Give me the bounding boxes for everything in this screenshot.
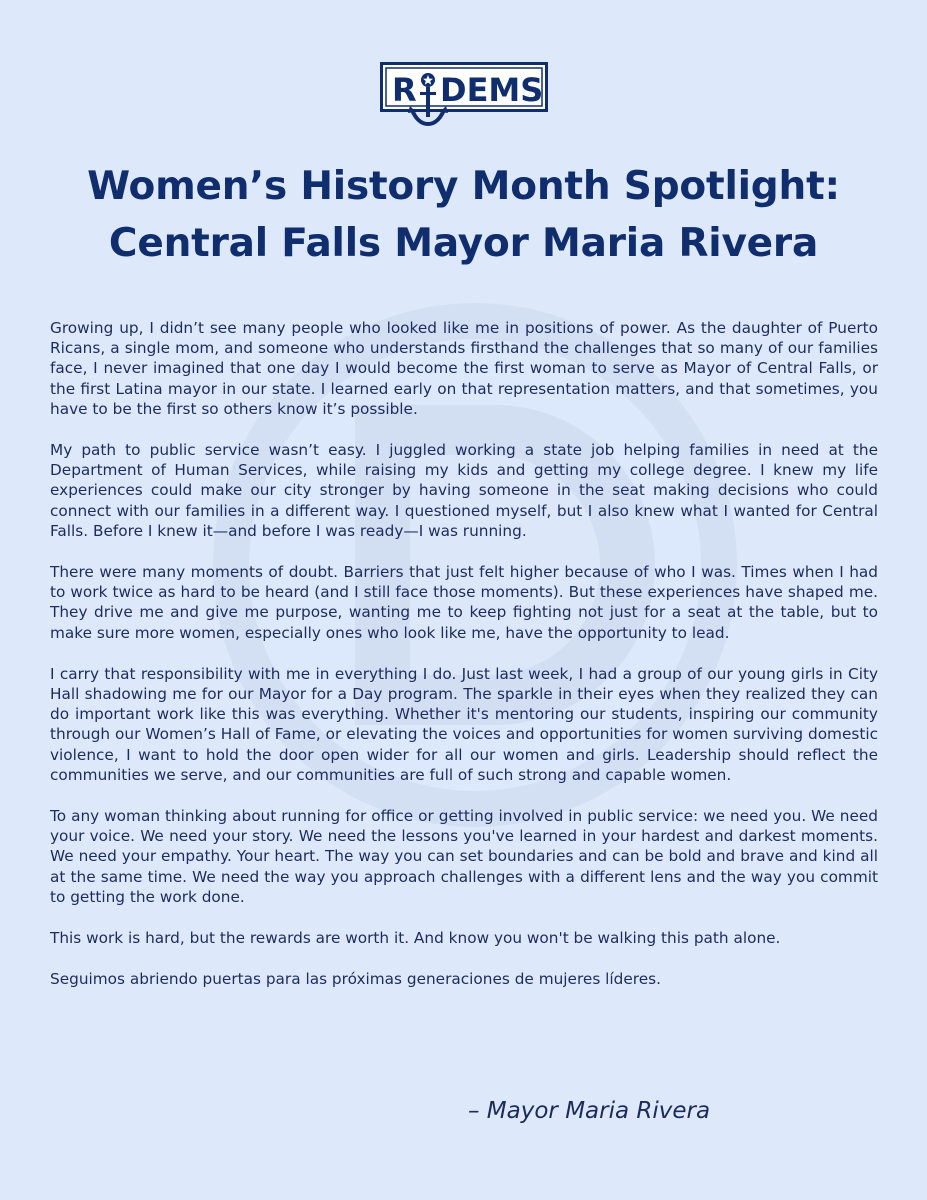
title-line-2: Central Falls Mayor Maria Rivera [108, 221, 819, 266]
svg-text:DEMS: DEMS [440, 71, 544, 109]
paragraph-7: Seguimos abriendo puertas para las próximas generaciones de mujeres líderes. [50, 970, 661, 989]
letter-body [50, 318, 878, 1010]
paragraph-4: I carry that responsibility with me in everything I do. Just last week, I had a group of our young girls in City Hall shadowing me for our Mayor for a Day program. The sparkle in their eyes when they realized they can do important work like this was everything. Whether it's mentoring our students, inspiring our community through our Women’s Hall of Fame, or elevating the voices and opportunities for women surviving domestic violence, I want to hold the door open wider for all our women and girls. Leadership should reflect the communities we serve, and our communities are full of such strong and capable women. [50, 664, 878, 784]
title-line-1: Women’s History Month Spotlight: [87, 164, 840, 209]
paragraph-3: There were many moments of doubt. Barriers that just felt higher because of who I was. Times when I had to work twice as hard to be heard (and I still face those moments). But these experiences have shaped me. They drive me and give me purpose, wanting me to keep fighting not just for a seat at the table, but to make sure more women, especially ones who look like me, have the opportunity to lead. [50, 563, 878, 642]
paragraph-2: My path to public service wasn’t easy. I juggled working a state job helping families in need at the Department of Human Services, while raising my kids and getting my college degree. I knew my life experiences could make our city stronger by having someone in the seat making decisions who could connect with our families in a different way. I questioned myself, but I also knew what I wanted for Central Falls. Before I knew it—and before I was ready—I was running. [50, 441, 878, 540]
ridems-logo [380, 62, 548, 128]
paragraph-1: Growing up, I didn’t see many people who looked like me in positions of power. As the daughter of Puerto Ricans, a single mom, and someone who understands firsthand the challenges that so many of our families face, I never imagined that one day I would become the first woman to serve as Mayor of Central Falls, or the first Latina mayor in our state. I learned early on that representation matters, and that sometimes, you have to be the first so others know it’s possible. [50, 319, 878, 418]
paragraph-6: This work is hard, but the rewards are worth it. And know you won't be walking this path alone. [50, 929, 781, 948]
svg-text:R: R [392, 71, 417, 109]
paragraph-5: To any woman thinking about running for office or getting involved in public service: we need you. We need your voice. We need your story. We need the lessons you've learned in your hardest and darkest moments. We need your empathy. Your heart. The way you can set boundaries and can be bold and brave and kind all at the same time. We need the way you approach challenges with a different lens and the way you commit to getting the work done. [50, 807, 878, 906]
signature: – Mayor Maria Rivera [468, 1098, 711, 1124]
page-title [0, 158, 927, 272]
